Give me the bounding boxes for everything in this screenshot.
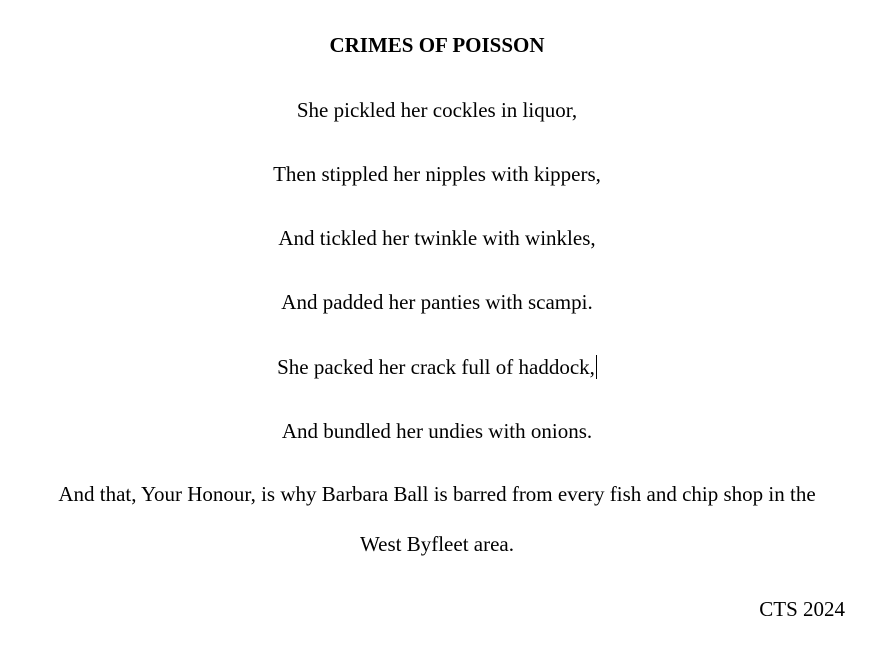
poem-line-1: She pickled her cockles in liquor, — [296, 98, 578, 122]
signature: CTS 2024 — [759, 597, 845, 621]
poem-title: CRIMES OF POISSON — [329, 33, 545, 57]
poem-line-5-container[interactable] — [0, 353, 874, 381]
closing-paragraph — [30, 480, 844, 558]
poem-line-4: And padded her panties with scampi. — [281, 290, 593, 314]
text-cursor — [596, 355, 597, 379]
poem-line-6: And bundled her undies with onions. — [281, 419, 593, 443]
poem-line-2: Then stippled her nipples with kippers, — [273, 162, 601, 186]
closing-line-1: And that, Your Honour, is why Barbara Ball is barred from every fish and chip shop in the — [58, 482, 816, 506]
poem-line-3: And tickled her twinkle with winkles, — [278, 226, 596, 250]
poem-line-5: She packed her crack full of haddock, — [277, 355, 595, 379]
closing-line-2: West Byfleet area. — [360, 532, 514, 556]
